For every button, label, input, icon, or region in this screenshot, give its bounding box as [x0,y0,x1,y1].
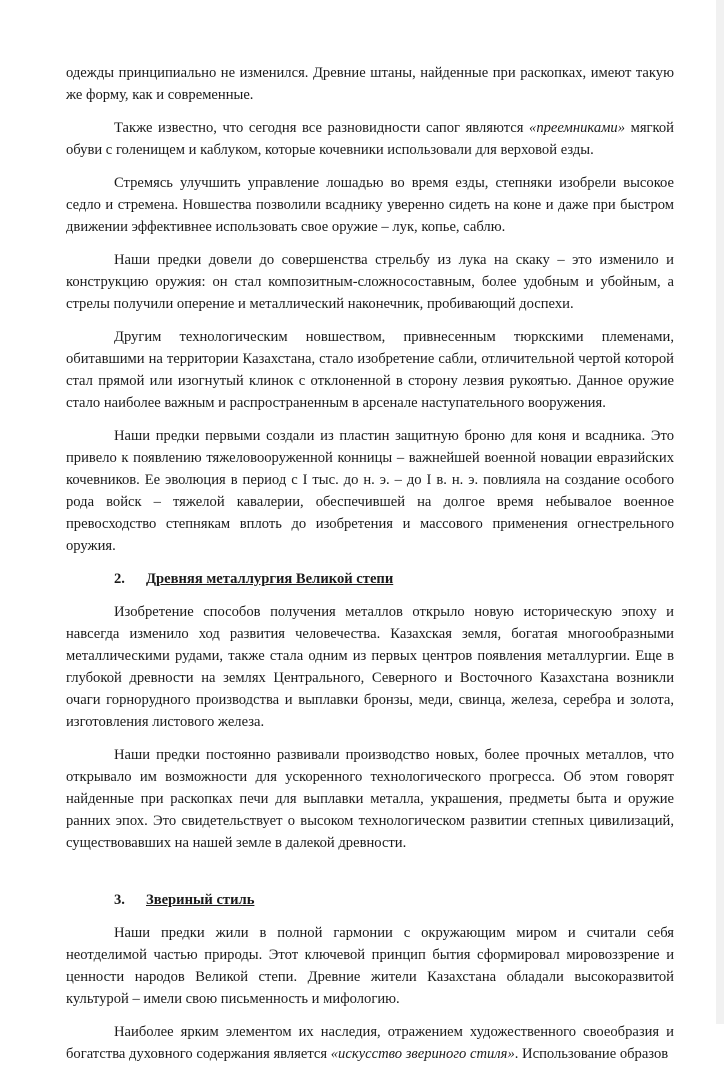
paragraph-metals-progress: Наши предки постоянно развивали производство новых, более прочных металлов, что открывало им возможности для ускоренного технологического прогресса. Об этом говорят найденные при раскопках печи для выплавки металла, украшения, предметы быта и оружие ранних эпох. Это свидетельствует о высоком технологическом развитии степных цивилизаций, существовавших на нашей земле в далекой древности. [66,747,674,851]
paragraph-art-emphasis: «искусство звериного стиля» [330,1046,515,1062]
page-edge-shade [716,0,724,1024]
paragraph-saddle: Стремясь улучшить управление лошадью во время езды, степняки изобрели высокое седло и стремена. Новшества позволили всаднику уверенно сидеть на коне и даже при быстром движении эффективнее использовать свое оружие – лук, копье, саблю. [66,175,674,235]
paragraph-harmony: Наши предки жили в полной гармонии с окружающим миром и считали себя неотделимой частью природы. Этот ключевой принцип бытия сформировал мировоззрение и ценности народов Великой степи. Древние жители Казахстана обладали высокоразвитой культурой – имели свою письменность и мифологию. [66,925,674,1007]
paragraph-art-text-a: Наиболее ярким элементом их наследия, отражением художественного своеобразия и богатства духовного содержания является [66,1024,674,1062]
document-page [66,62,674,1076]
paragraph-boots [66,117,674,161]
paragraph-archery: Наши предки довели до совершенства стрельбу из лука на скаку – это изменило и конструкцию оружия: он стал композитным-сложносоставным, более удобным и убойным, а стрелы получили оперение и металлический наконечник, пробивающий доспехи. [66,252,674,312]
paragraph-art-text-b: . Использование образов [514,1046,669,1062]
paragraph-metals-discovery: Изобретение способов получения металлов открыло новую историческую эпоху и навсегда изменило ход развития человечества. Казахская земля, богатая многообразными металлическими рудами, также стала одним из первых центров появления металлургии. Еще в глубокой древности на землях Центрального, Северного и Восточного Казахстана возникли очаги горнорудного производства и выплавки бронзы, меди, свинца, железа, серебра и золота, изготовления листового железа. [66,604,674,730]
section-title: Древняя металлургия Великой степи [146,571,394,587]
paragraph-boots-emphasis: «преемниками» [529,120,626,136]
paragraph-boots-text-a: Также известно, что сегодня все разновидности сапог являются [114,120,530,136]
section-spacer [66,865,674,889]
section-heading-animal-style [66,889,674,911]
section-title: Звериный стиль [146,892,255,908]
paragraph-trousers: одежды принципиально не изменился. Древние штаны, найденные при раскопках, имеют такую же форму, как и современные. [66,65,674,103]
paragraph-animal-style-art [66,1021,674,1065]
section-heading-metallurgy [66,568,674,590]
paragraph-armor: Наши предки первыми создали из пластин защитную броню для коня и всадника. Это привело к появлению тяжеловооруженной конницы – важнейшей военной новации евразийских кочевников. Ее эволюция в период с I тыс. до н. э. – до I в. н. э. повлияла на создание особого рода войск – тяжелой кавалерии, обеспечившей на долгое время небывалое военное превосходство степнякам вплоть до изобретения и массового применения огнестрельного оружия. [66,428,674,554]
section-number: 2. [114,571,125,587]
paragraph-boots-text-b: мягкой обуви с голенищем и каблуком, которые кочевники использовали для верховой езды. [66,120,674,158]
paragraph-saber: Другим технологическим новшеством, привнесенным тюркскими племенами, обитавшими на территории Казахстана, стало изобретение сабли, отличительной чертой которой стал прямой или изогнутый клинок с отклоненной в сторону лезвия рукоятью. Данное оружие стало наиболее важным и распространенным в арсенале наступательного вооружения. [66,329,674,411]
section-number: 3. [114,892,125,908]
